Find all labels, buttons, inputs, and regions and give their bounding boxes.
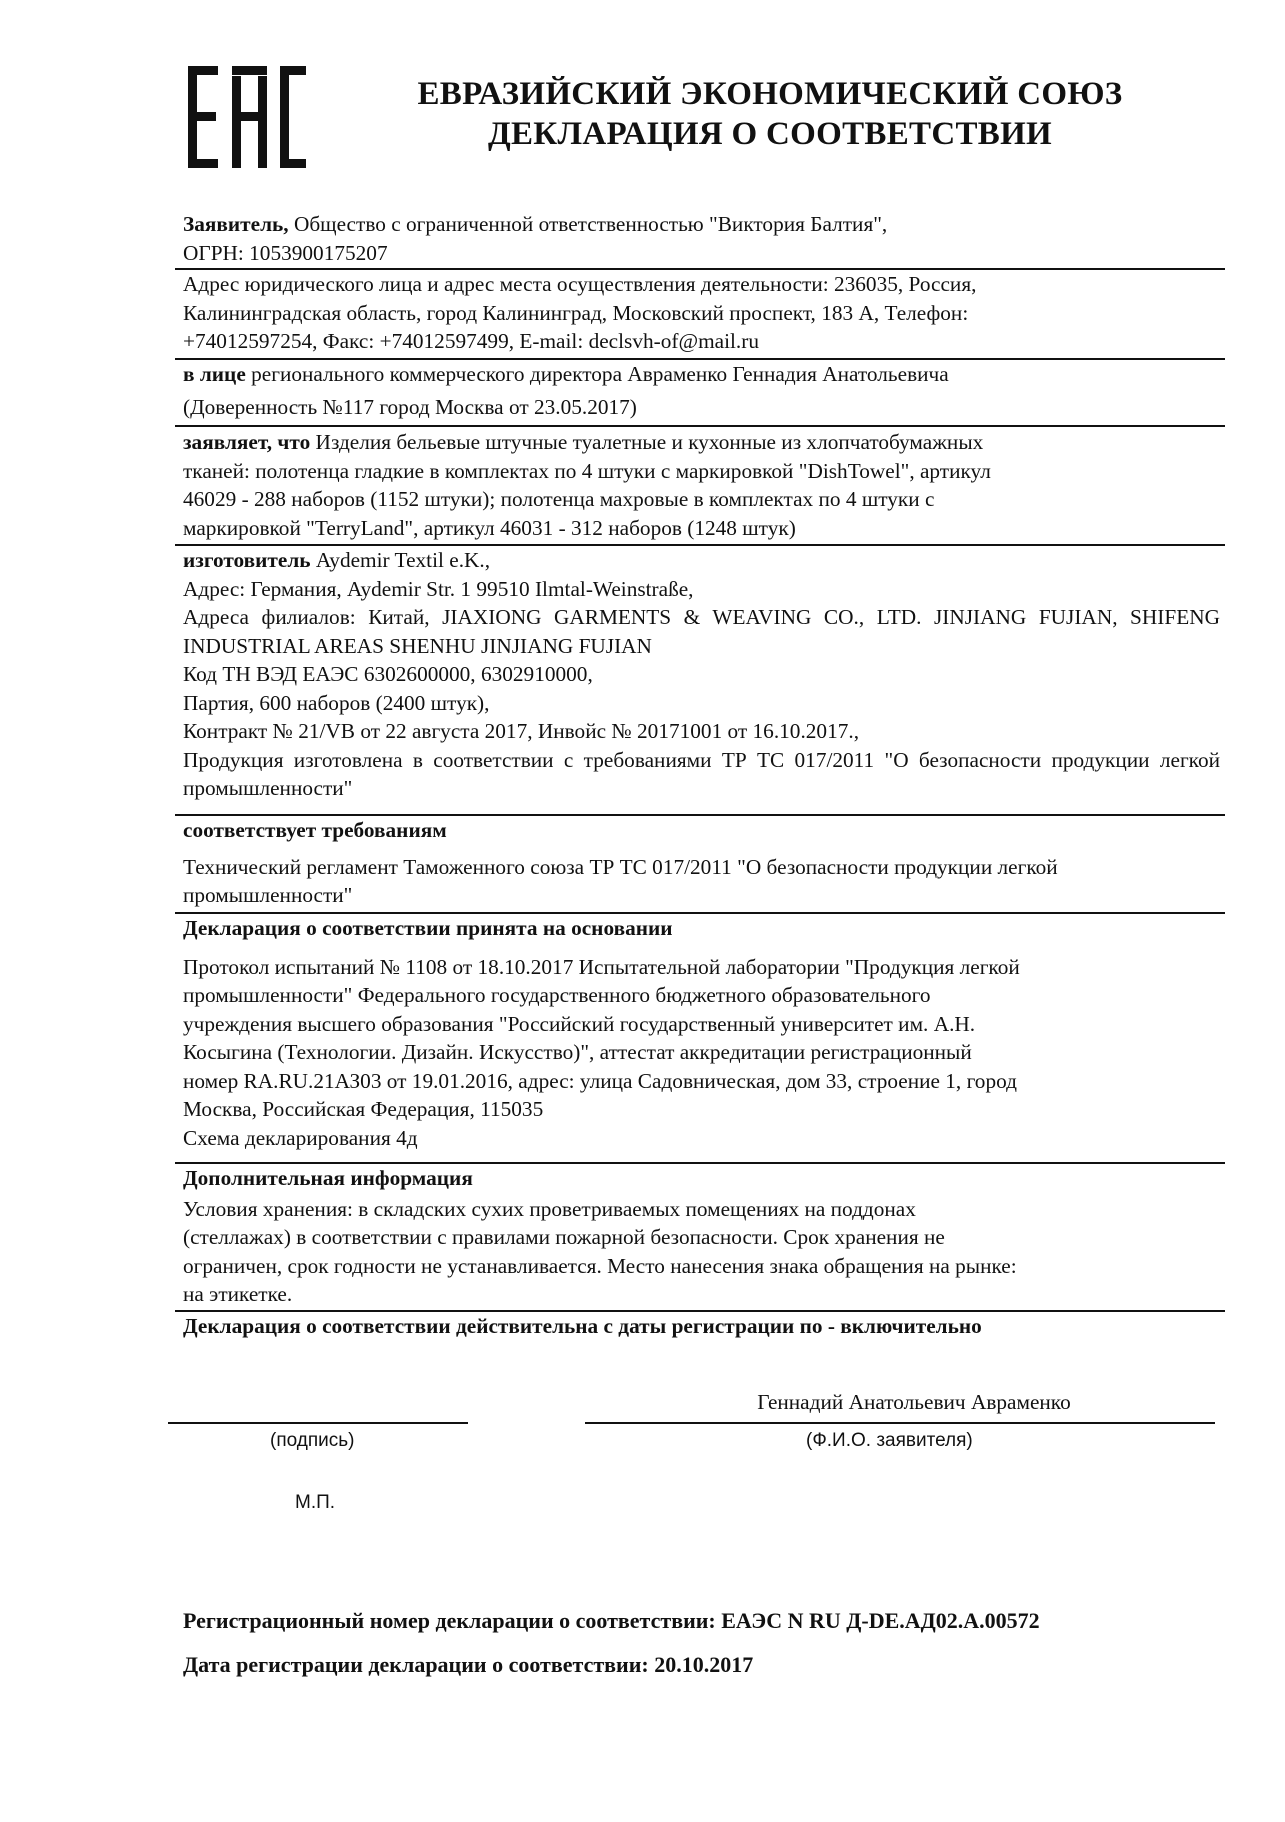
name-caption: (Ф.И.О. заявителя) [806,1430,973,1451]
contract-info: Контракт № 21/VB от 22 августа 2017, Инвойс № 20171001 от 16.10.2017., [183,719,860,743]
applicant-name: Общество с ограниченной ответственностью "Виктория Балтия", [288,212,888,236]
additional-line: ограничен, срок годности не устанавливается. Место нанесения знака обращения на рынке: [183,1253,1017,1278]
stamp-placeholder: М.П. [295,1492,336,1513]
name-line [585,1422,1215,1424]
document-header [380,74,1160,154]
basis-line: промышленности" Федерального государственного бюджетного образовательного [183,983,931,1007]
signature-caption: (подпись) [270,1430,355,1451]
declares-text: тканей: полотенца гладкие в комплектах по 4 штуки с маркировкой "DishTowel", артикул [183,458,991,483]
basis-line: Москва, Российская Федерация, 115035 [183,1097,544,1121]
divider [175,425,1225,427]
additional-section [183,1164,1220,1309]
batch-size: Партия, 600 наборов (2400 штук), [183,690,490,715]
address-line: +74012597254, Факс: +74012597499, E-mail: declsvh-of@mail.ru [183,329,759,353]
registration-number: Регистрационный номер декларации о соответствии: ЕАЭС N RU Д-DE.АД02.А.00572 [183,1608,1040,1633]
registration-date: Дата регистрации декларации о соответствии: 20.10.2017 [183,1652,754,1677]
declares-section [183,428,1220,542]
basis-line: учреждения высшего образования "Российский государственный университет им. А.Н. [183,1011,976,1036]
manufacturer-name: Aydemir Textil e.K., [310,548,491,572]
address-line: Калининградская область, город Калининград, Московский проспект, 183 А, Телефон: [183,300,969,325]
additional-line: (стеллажах) в соответствии с правилами пожарной безопасности. Срок хранения не [183,1225,945,1249]
basis-section [183,914,1220,1152]
basis-line: Протокол испытаний № 1108 от 18.10.2017 Испытательной лаборатории "Продукция легкой [183,954,1020,979]
header-union-title: ЕВРАЗИЙСКИЙ ЭКОНОМИЧЕСКИЙ СОЮЗ [417,76,1123,112]
hs-code: Код ТН ВЭД ЕАЭС 6302600000, 6302910000, [183,662,593,686]
eac-mark-icon [188,66,306,168]
eac-logo [188,66,306,168]
declaration-scheme: Схема декларирования 4д [183,1125,418,1150]
additional-line: Условия хранения: в складских сухих проветриваемых помещениях на поддонах [183,1196,916,1221]
address-line: Адрес юридического лица и адрес места осуществления деятельности: 236035, Россия, [183,272,977,296]
additional-line: на этикетке. [183,1282,293,1306]
manufacturer-label: изготовитель [183,548,311,572]
declares-text: Изделия бельевые штучные туалетные и кухонные из хлопчатобумажных [310,430,984,454]
applicant-ogrn: ОГРН: 1053900175207 [183,240,388,265]
representative-label: в лице [183,362,246,386]
additional-label: Дополнительная информация [183,1166,473,1190]
basis-line: Косыгина (Технологии. Дизайн. Искусство)", аттестат аккредитации регистрационный [183,1040,972,1064]
complies-section [183,816,1220,910]
basis-label: Декларация о соответствии принята на основании [183,916,673,940]
signature-line [168,1422,468,1424]
header-declaration-title: ДЕКЛАРАЦИЯ О СООТВЕТСТВИИ [487,116,1053,152]
complies-label: соответствует требованиям [183,818,447,842]
manufacturer-branches: Адреса филиалов: Китай, JIAXIONG GARMENTS & WEAVING CO., LTD. JINJIANG FUJIAN, SHIFENG INDUSTRIAL AREAS SHENHU JINJIANG FUJIAN [183,605,1220,658]
applicant-label: Заявитель, [183,212,289,236]
address-section [183,270,1220,356]
declares-text: маркировкой "TerryLand", артикул 46031 - 312 наборов (1248 штук) [183,515,796,540]
complies-regulation: Технический регламент Таможенного союза ТР ТС 017/2011 "О безопасности продукции легкой промышленности" [183,854,1058,907]
manufacturer-address: Адрес: Германия, Aydemir Str. 1 99510 Ilmtal-Weinstraße, [183,576,694,601]
basis-line: номер RA.RU.21АЗ03 от 19.01.2016, адрес: улица Садовническая, дом 33, строение 1, город [183,1068,1017,1093]
representative-text: регионального коммерческого директора Авраменко Геннадия Анатольевича [245,362,949,386]
applicant-section [183,210,1220,267]
declares-text: 46029 - 288 наборов (1152 штуки); полотенца махровые в комплектах по 4 штуки с [183,487,935,511]
production-standard: Продукция изготовлена в соответствии с требованиями ТР ТС 017/2011 "О безопасности продукции легкой промышленности" [183,747,1220,800]
representative-section [183,360,1220,421]
validity-section [183,1312,1220,1341]
power-of-attorney: (Доверенность №117 город Москва от 23.05.2017) [183,394,637,419]
signatory-name: Геннадий Анатольевич Авраменко [757,1390,1071,1414]
declares-label: заявляет, что [183,430,311,454]
manufacturer-section [183,546,1220,803]
validity-text: Декларация о соответствии действительна с даты регистрации по - включительно [183,1314,982,1338]
